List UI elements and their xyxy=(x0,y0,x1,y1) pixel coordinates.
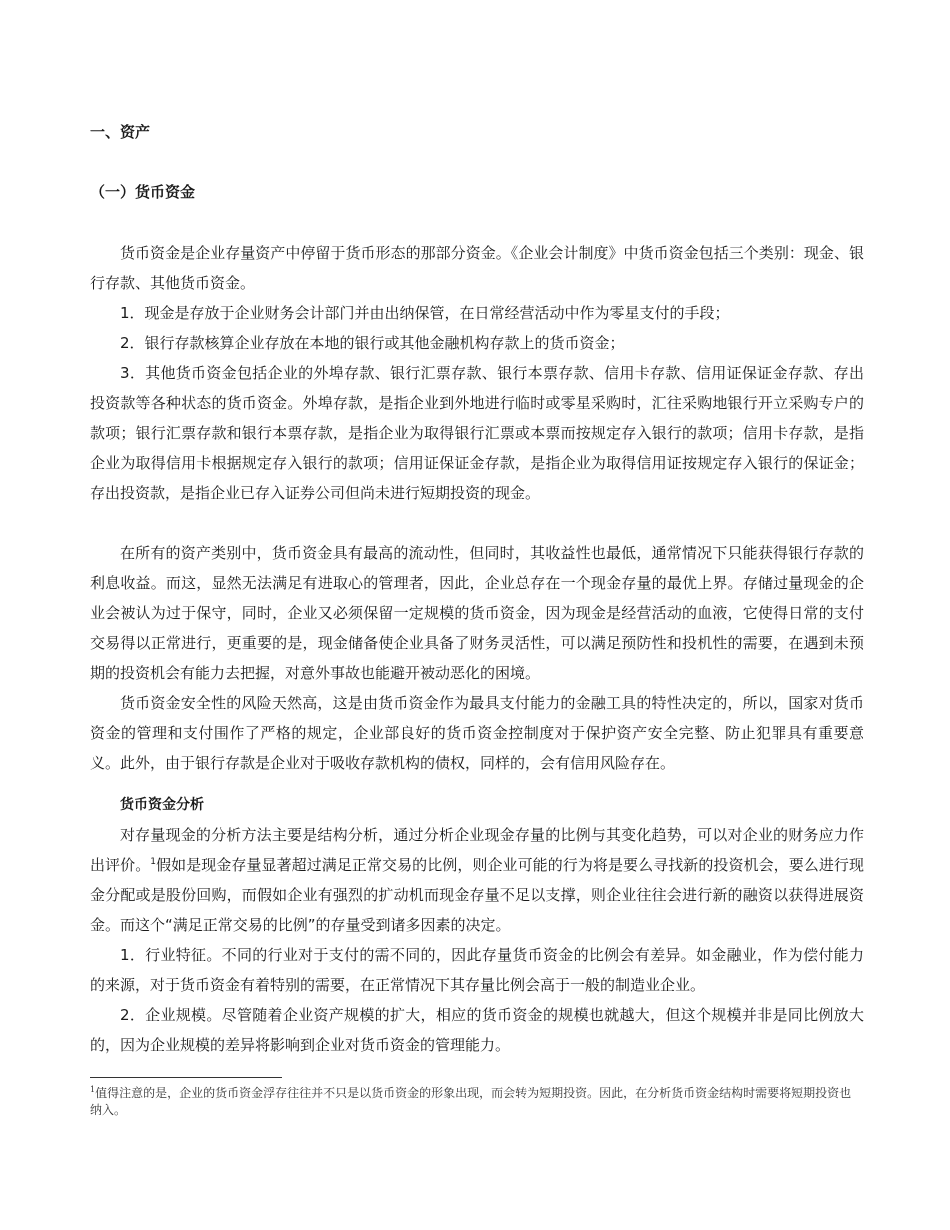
heading-monetary-analysis: 货币资金分析 xyxy=(120,797,204,813)
footnote-text: 值得注意的是，企业的货币资金浮存往往并不只是以货币资金的形象出现，而会转为短期投资。因此，在分析货币资金结构时需要将短期投资也纳入。 xyxy=(90,1086,852,1117)
document-body xyxy=(90,118,864,1060)
list-item-bank-deposit: 2．银行存款核算企业存放在本地的银行或其他金融机构存款上的货币资金； xyxy=(120,334,625,352)
heading-monetary-funds: （一）货币资金 xyxy=(90,183,196,201)
footnote-reference[interactable]: 1 xyxy=(150,857,156,867)
paragraph-gap xyxy=(90,508,864,538)
analysis-text-after-note: 假如是现金存量显著超过满足正常交易的比例，则企业可能的行为将是要么寻找新的投资机会，要么进行现金分配或是股份回购，而假如企业有强烈的扩动机而现金存量不足以支撑，则企业往往会进行新的融资以获得进展资金。而这个“满足正常交易的比例”的存量受到诸多因素的决定。 xyxy=(90,856,864,934)
footnote-mark: 1 xyxy=(90,1085,96,1094)
paragraph-structure-analysis xyxy=(90,820,864,940)
paragraph-safety-risk: 货币资金安全性的风险天然高，这是由货币资金作为最具支付能力的金融工具的特性决定的，所以，国家对货币资金的管理和支付围作了严格的规定，企业部良好的货币资金控制度对于保护资产安全完整、防止犯罪具有重要意义。此外，由于银行存款是企业对于吸收存款机构的债权，同样的，会有信用风险存在。 xyxy=(90,694,864,772)
list-item-other-funds: 3．其他货币资金包括企业的外埠存款、银行汇票存款、银行本票存款、信用卡存款、信用证保证金存款、存出投资款等各种状态的货币资金。外埠存款，是指企业到外地进行临时或零星采购时，汇往采购地银行开立采购专户的款项；银行汇票存款和银行本票存款，是指企业为取得银行汇票或本票而按规定存入银行的款项；信用卡存款，是指企业为取得信用卡根据规定存入银行的款项；信用证保证金存款，是指企业为取得信用证按规定存入银行的保证金；存出投资款，是指企业已存入证券公司但尚未进行短期投资的现金。 xyxy=(90,364,864,502)
heading-assets: 一、资产 xyxy=(90,123,151,141)
paragraph-intro: 货币资金是企业存量资产中停留于货币形态的那部分资金。《企业会计制度》中货币资金包括三个类别：现金、银行存款、其他货币资金。 xyxy=(90,244,864,292)
paragraph-liquidity: 在所有的资产类别中，货币资金具有最高的流动性，但同时，其收益性也最低，通常情况下只能获得银行存款的利息收益。而这，显然无法满足有进取心的管理者，因此，企业总存在一个现金存量的最优上界。存储过量现金的企业会被认为过于保守，同时，企业又必须保留一定规模的货币资金，因为现金是经营活动的血液，它使得日常的支付交易得以正常进行，更重要的是，现金储备使企业具备了财务灵活性，可以满足预防性和投机性的需要，在遇到未预期的投资机会有能力去把握，对意外事故也能避开被动恶化的困境。 xyxy=(90,544,864,682)
list-item-scale: 2．企业规模。尽管随着企业资产规模的扩大，相应的货币资金的规模也就越大，但这个规模并非是同比例放大的，因为企业规模的差异将影响到企业对货币资金的管理能力。 xyxy=(90,1006,864,1054)
list-item-cash: 1．现金是存放于企业财务会计部门并由出纳保管，在日常经营活动中作为零星支付的手段； xyxy=(120,304,730,322)
list-item-industry: 1．行业特征。不同的行业对于支付的需不同的，因此存量货币资金的比例会有差异。如金融业，作为偿付能力的来源，对于货币资金有着特别的需要，在正常情况下其存量比例会高于一般的制造业企业。 xyxy=(90,946,864,994)
footnote-divider xyxy=(90,1077,282,1078)
paragraph-gap xyxy=(90,778,864,790)
footnote xyxy=(90,1085,860,1119)
analysis-text-before-note: 对存量现金的分析方法主要是结构分析，通过分析企业现金存量的比例与其变化趋势，可以对企业的财务应力作出评价。 xyxy=(90,826,864,874)
